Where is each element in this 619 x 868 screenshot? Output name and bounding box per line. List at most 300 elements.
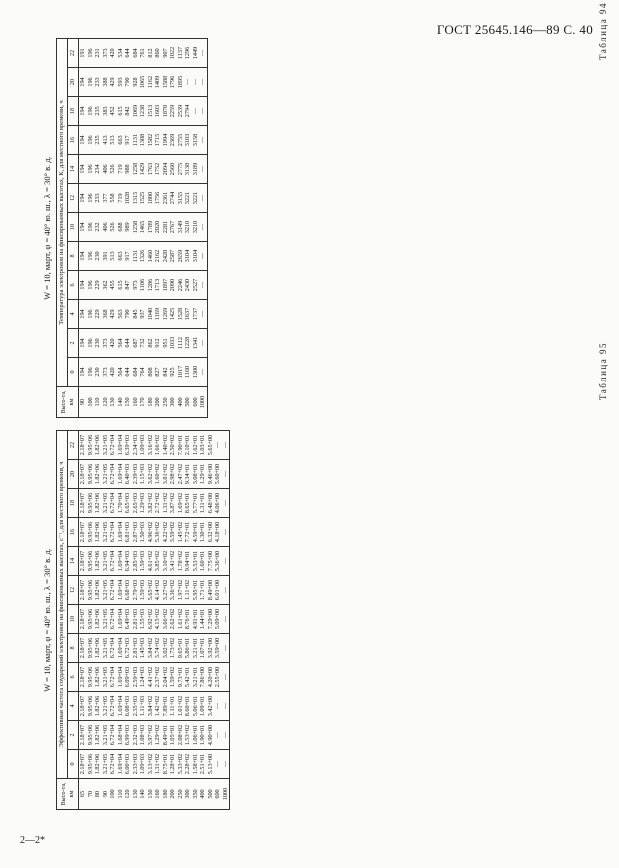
table95-cell: 1.07+01 [199, 637, 206, 659]
table95-cell: 2.18+07 [79, 695, 86, 717]
table95-cell: 9.95+06 [86, 637, 94, 659]
table95-height-value: 250 [176, 789, 184, 799]
table94-cell: 1752 [154, 162, 161, 176]
table95-cell: 1.11+03 [139, 695, 146, 717]
table95-cell: — [221, 760, 229, 768]
table95-cell: 3.21+05 [101, 666, 109, 688]
table94-cell: 1465 [139, 220, 146, 234]
table94-cell: 194 [79, 251, 86, 261]
table95-cell: 1.69+04 [116, 666, 124, 688]
table95-cell: 2.18+07 [79, 753, 86, 775]
table95-cell: 1.24+03 [139, 666, 146, 688]
table95-cell: 1.45+03 [139, 637, 146, 659]
table95-height-value: 180 [161, 789, 169, 799]
table95-cell: 5.42+01 [184, 666, 191, 688]
table95-height-value: 160 [154, 789, 161, 799]
table94-cell: 827 [154, 367, 161, 377]
table95-cell: 2.62+02 [169, 608, 176, 630]
table94-cell: 912 [154, 338, 161, 348]
table95-cell: 3.97+02 [146, 724, 154, 746]
table94-height-value: 170 [139, 397, 146, 407]
table95-value-column [79, 721, 230, 750]
table95-cell: 1.68+04 [116, 724, 124, 746]
table95-cell: 6.72+04 [109, 637, 116, 659]
table94-cell: 761 [139, 48, 146, 58]
table94-cell: 373 [101, 338, 109, 348]
table94-cell: — [199, 252, 206, 260]
table95-cell: 2.18+07 [79, 666, 86, 688]
table95-cell: 5.36+02 [154, 521, 161, 543]
table94-cell: 1269 [161, 307, 169, 321]
table94-height-value: 150 [124, 397, 131, 407]
table95-cell: 1.15+03 [139, 463, 146, 485]
table95-cell: 2.08+02 [176, 724, 184, 746]
table94-cell: 406 [101, 164, 109, 174]
table94-value-column [79, 126, 208, 155]
table95-cell: — [221, 470, 229, 478]
table94-value-column [79, 329, 208, 358]
table94-cell: 925 [169, 367, 176, 377]
table95-cell: 1.82+06 [94, 550, 101, 572]
table95-cell: 1.66+02 [154, 434, 161, 456]
table94-cell: 526 [109, 164, 116, 174]
table95-heights-column [79, 779, 230, 810]
table94-cell: 233 [94, 77, 101, 87]
table94-cell: 2361 [161, 191, 169, 205]
table94-cell: 383 [101, 106, 109, 116]
table94-cell: — [199, 368, 206, 376]
table94-cell: 564 [116, 338, 124, 348]
table94-cell: 563 [116, 309, 124, 319]
table95-cell: 2.10+01 [184, 434, 191, 456]
table95-cell: 1.09+03 [139, 434, 146, 456]
table94-cell: 362 [101, 280, 109, 290]
table94-cell: 526 [109, 222, 116, 232]
table94-hour-header: 8 [68, 242, 79, 271]
table95-cell: 1.69+02 [176, 492, 184, 514]
table94-cell: 2659 [176, 249, 184, 263]
table95-height-value: 150 [146, 789, 154, 799]
table94-cell: 196 [86, 280, 94, 290]
table95-cell: 6.00+03 [124, 753, 131, 775]
table95-cell: 4.18+00 [214, 521, 221, 543]
table95-cell: 6.72+04 [109, 521, 116, 543]
table94-cell: 233 [94, 193, 101, 203]
table-95-subheader: Эффективная частота соударений электронов на фиксированных высотах, с⁻¹, для местного времени, ч [57, 431, 68, 779]
table95-cell: 1.11+02 [184, 579, 191, 601]
table94-cell: 388 [101, 77, 109, 87]
table94-cell: 719 [116, 193, 124, 203]
table95-cell: 2.72+02 [154, 492, 161, 514]
table95-cell: 2.55+00 [214, 666, 221, 688]
table94-cell: 429 [109, 77, 116, 87]
table94-hour-header: 22 [68, 39, 79, 68]
table95-cell: 2.37+02 [154, 666, 161, 688]
table94-cell: 1409 [154, 75, 161, 89]
table94-cell: 808 [146, 367, 154, 377]
table94-cell: 3221 [191, 191, 199, 205]
table95-hour-header: 22 [68, 431, 79, 460]
table94-cell: 907 [161, 48, 169, 58]
table94-cell: 1228 [184, 336, 191, 350]
table95-value-column [79, 750, 230, 779]
table94-cell: 194 [79, 309, 86, 319]
table94-hour-header: 10 [68, 213, 79, 242]
table95-cell: 6.68+03 [124, 579, 131, 601]
table94-cell: 1033 [169, 336, 176, 350]
table95-cell: 1.29+03 [139, 492, 146, 514]
table94-cell: 1449 [191, 46, 199, 60]
table95-cell: — [214, 760, 221, 768]
table94-cell: 3103 [184, 133, 191, 147]
table95-cell: 6.72+03 [124, 637, 131, 659]
table95-cell: 7.86+00 [199, 666, 206, 688]
table94-cell: 847 [124, 280, 131, 290]
table95-cell: 5.53+01 [191, 550, 199, 572]
table95-cell: 5.95+01 [191, 579, 199, 601]
table95-height-value: 600 [214, 789, 221, 799]
table95-cell: 1.09+03 [139, 753, 146, 775]
table94-height-value: 500 [184, 397, 191, 407]
table95-cell: 8.49+00 [206, 579, 214, 601]
table94-cell: 1017 [176, 365, 184, 379]
table95-cell: 1.69+04 [116, 463, 124, 485]
table94-cell: 2420 [161, 249, 169, 263]
table95-height-value: 500 [206, 789, 214, 799]
table95-cell: 6.94+03 [124, 550, 131, 572]
table94-cell: 1028 [124, 191, 131, 205]
table95-cell: 3.85+02 [154, 550, 161, 572]
table95-cell: 1.82+06 [94, 463, 101, 485]
table94-cell: 688 [116, 222, 124, 232]
table95-cell: 5.13+00 [206, 753, 214, 775]
table95-cell: 2.18+07 [79, 492, 86, 514]
table94-cell: 1897 [161, 278, 169, 292]
table94-cell: 194 [79, 222, 86, 232]
table95-cell: 3.84+02 [146, 637, 154, 659]
table94-cell: 3210 [184, 220, 191, 234]
table95-cell: 2.18+07 [79, 608, 86, 630]
table95-hour-header: 4 [68, 692, 79, 721]
table95-cell: 5.33+02 [176, 753, 184, 775]
table95-value-column [79, 576, 230, 605]
table95-cell: 7.89+01 [161, 695, 169, 717]
table94-cell: 235 [94, 106, 101, 116]
table-94-body-row [79, 39, 208, 418]
table94-cell: 2527 [191, 278, 199, 292]
table95-cell: 6.72+04 [109, 579, 116, 601]
table94-cell: 1315 [131, 191, 139, 205]
table94-cell: 1756 [154, 191, 161, 205]
table94-cell: 234 [94, 164, 101, 174]
table95-cell: — [221, 528, 229, 536]
table95-cell: 9.95+06 [86, 492, 94, 514]
table94-cell: — [199, 310, 206, 318]
table95-cell: 9.65+01 [176, 637, 184, 659]
table94-cell: 684 [131, 48, 139, 58]
table95-cell: 6.49+03 [124, 608, 131, 630]
table95-cell: 5.77+01 [191, 492, 199, 514]
table95-cell: 3.21+01 [191, 666, 199, 688]
table94-cell: — [199, 49, 206, 57]
table94-value-column [79, 39, 208, 68]
table94-cell: 1308 [139, 133, 146, 147]
table95-value-column [79, 663, 230, 692]
table95-cell: 1.55+03 [139, 608, 146, 630]
table94-cell: 1258 [131, 220, 139, 234]
table94-value-column [79, 300, 208, 329]
table95-cell: 9.95+06 [86, 695, 94, 717]
table95-cell: 2.04+02 [161, 666, 169, 688]
table94-cell: 2369 [169, 133, 176, 147]
table95-hour-header: 12 [68, 576, 79, 605]
table95-cell: 8.60+01 [184, 695, 191, 717]
table95-cell: 6.72+04 [109, 666, 116, 688]
table94-cell: 951 [161, 338, 169, 348]
table95-cell: 1.59+03 [139, 579, 146, 601]
table-94-hours-row [68, 39, 79, 418]
table95-cell: — [221, 586, 229, 594]
table94-cell: 1637 [184, 307, 191, 321]
table-95-caption: Таблица 95 [598, 342, 608, 400]
table95-cell: 1.53+02 [184, 724, 191, 746]
table94-cell: 373 [101, 367, 109, 377]
table94-cell: — [199, 194, 206, 202]
table94-cell: 1429 [139, 162, 146, 176]
table94-cell: 413 [101, 135, 109, 145]
table95-cell: — [214, 702, 221, 710]
table94-cell: 196 [86, 135, 94, 145]
table94-value-column [79, 68, 208, 97]
table95-cell: 9.95+06 [86, 434, 94, 456]
table95-cell: 8.76+01 [184, 608, 191, 630]
table94-cell: 194 [79, 367, 86, 377]
table95-cell: 9.34+01 [184, 463, 191, 485]
table94-cell: 196 [86, 106, 94, 116]
table95-cell: — [221, 557, 229, 565]
table94-cell: 1713 [154, 278, 161, 292]
table94-cell: 420 [109, 338, 116, 348]
table94-cell: 2539 [176, 104, 184, 118]
table95-cell: 1.78+02 [176, 550, 184, 572]
table94-cell: 230 [94, 251, 101, 261]
table95-cell: 3.21+01 [191, 637, 199, 659]
table95-height-value: 100 [109, 789, 116, 799]
table94-cell: 368 [101, 309, 109, 319]
table95-height-value: 110 [116, 789, 124, 799]
table95-cell: 7.90+01 [176, 434, 184, 456]
table94-value-column [79, 242, 208, 271]
table94-cell: — [199, 223, 206, 231]
table94-cell: 1131 [131, 249, 139, 263]
table94-cell: 2755 [176, 133, 184, 147]
table94-cell: 232 [94, 222, 101, 232]
table94-cell: 644 [124, 48, 131, 58]
table95-cell: 3.21+05 [101, 492, 109, 514]
table95-cell: 6.08+03 [124, 695, 131, 717]
table95-cell: 2.81+03 [131, 637, 139, 659]
table94-cell: 373 [101, 48, 109, 58]
table94-cell: 3149 [176, 220, 184, 234]
table94-height-value: 120 [101, 397, 109, 407]
table95-cell: 3.21+05 [101, 579, 109, 601]
table95-cell: 9.94+01 [184, 550, 191, 572]
table95-cell: 1.42+02 [154, 695, 161, 717]
table95-cell: 1.69+04 [116, 695, 124, 717]
table-95-title: W = 10, март, φ = 40° ю. ш., λ = 30° в. д. [42, 548, 52, 692]
table95-hour-header: 10 [68, 605, 79, 634]
table95-height-value: 300 [184, 789, 191, 799]
table95-cell: 5.36+00 [214, 550, 221, 572]
table95-cell: 9.95+06 [86, 579, 94, 601]
table95-cell: 2.18+07 [79, 463, 86, 485]
table95-cell: 1.70+04 [116, 492, 124, 514]
table95-cell: 6.72+04 [109, 434, 116, 456]
table94-height-value: 100 [86, 397, 94, 407]
table95-cell: 6.72+04 [109, 463, 116, 485]
table94-cell: 2794 [184, 104, 191, 118]
table94-cell: 564 [116, 367, 124, 377]
table95-cell: 5.86+01 [184, 637, 191, 659]
table94-cell: — [199, 107, 206, 115]
table94-cell: 3104 [191, 249, 199, 263]
table95-cell: 3.21+05 [101, 434, 109, 456]
table95-cell: 1.06+01 [191, 724, 199, 746]
table94-cell: 3104 [184, 249, 191, 263]
table94-cell: 229 [94, 309, 101, 319]
table95-cell: 1.69+04 [116, 550, 124, 572]
table94-cell: 988 [124, 164, 131, 174]
table94-cell: — [199, 78, 206, 86]
table94-cell: 1588 [161, 75, 169, 89]
table95-cell: 3.21+05 [101, 637, 109, 659]
table94-height-value: 130 [109, 397, 116, 407]
table94-cell: 593 [116, 77, 124, 87]
table95-cell: 3.36+02 [169, 579, 176, 601]
table-94-block [42, 38, 208, 418]
table94-hour-header: 16 [68, 126, 79, 155]
table94-cell: 1300 [191, 365, 199, 379]
table95-cell: 6.81+03 [124, 521, 131, 543]
table95-cell: 1.82+06 [94, 434, 101, 456]
table95-cell: 3.59+00 [214, 637, 221, 659]
table95-cell: 1.82+06 [94, 724, 101, 746]
table94-cell: 684 [131, 367, 139, 377]
table94-cell: 1796 [169, 75, 176, 89]
table94-cell: — [199, 165, 206, 173]
table95-cell: 1.28+01 [169, 753, 176, 775]
table95-hour-header: 8 [68, 634, 79, 663]
table95-cell: 3.08+01 [191, 463, 199, 485]
table95-cell: 1.58+01 [191, 753, 199, 775]
table94-cell: 194 [79, 106, 86, 116]
table94-cell: 191 [79, 48, 86, 58]
table94-cell: 194 [79, 280, 86, 290]
table95-cell: — [221, 615, 229, 623]
table95-cell: 4.96+02 [146, 521, 154, 543]
table94-hour-header: 2 [68, 329, 79, 358]
table95-cell: 3.59+02 [169, 521, 176, 543]
table95-cell: 4.61+02 [146, 550, 154, 572]
table95-cell: 1.40+02 [161, 434, 169, 456]
table94-cell: 196 [86, 309, 94, 319]
table95-height-value: 1000 [221, 787, 229, 801]
table95-value-column [79, 547, 230, 576]
table95-cell: 3.21+05 [101, 608, 109, 630]
table94-cell: 928 [131, 77, 139, 87]
table95-cell: 1.08+03 [139, 724, 146, 746]
table94-cell: 452 [109, 106, 116, 116]
table95-cell: 3.21+05 [101, 463, 109, 485]
table95-height-value: 90 [101, 790, 109, 798]
table95-hour-header: 14 [68, 547, 79, 576]
table95-cell: 1.31+02 [154, 753, 161, 775]
table95-cell: 6.72+04 [109, 724, 116, 746]
table94-cell: 1513 [146, 104, 154, 118]
table94-cell: 973 [131, 280, 139, 290]
table95-cell: 6.72+04 [109, 753, 116, 775]
table94-cell: 862 [146, 338, 154, 348]
table94-cell: 860 [154, 48, 161, 58]
table95-cell: 1.31+01 [199, 492, 206, 514]
table94-cell: 2767 [169, 220, 176, 234]
table95-cell: 2.33+03 [131, 753, 139, 775]
table94-height-value: 160 [131, 397, 139, 407]
table94-cell: 196 [86, 164, 94, 174]
table95-cell: 6.92+02 [146, 608, 154, 630]
table95-cell: 2.50+02 [169, 434, 176, 456]
table94-cell: 2281 [161, 220, 169, 234]
table95-cell: 2.39+03 [131, 463, 139, 485]
table94-cell: 644 [124, 367, 131, 377]
table-94-subheader: Температура электронов на фиксированных высотах, К, для местного времени, ч [57, 39, 68, 387]
table95-cell: 1.31+02 [161, 492, 169, 514]
table95-cell: 9.95+06 [86, 666, 94, 688]
table95-hour-header: 20 [68, 460, 79, 489]
table95-cell: 1.82+06 [94, 637, 101, 659]
table95-cell: 1.60+02 [154, 463, 161, 485]
table95-cell: 7.75+00 [206, 550, 214, 572]
table95-cell: 1.69+04 [116, 434, 124, 456]
table95-cell: 2.18+07 [79, 521, 86, 543]
table94-cell: 1169 [154, 307, 161, 321]
table95-cell: 8.65+01 [184, 492, 191, 514]
table95-cell: 6.72+04 [109, 695, 116, 717]
table-94 [56, 38, 208, 418]
table95-cell: 3.13+02 [146, 753, 154, 775]
page-number: 2—2* [20, 835, 45, 846]
table94-cell: 1131 [131, 133, 139, 147]
table95-hour-header: 0 [68, 750, 79, 779]
table94-cell: 2587 [169, 249, 176, 263]
table95-height-value: 65 [79, 790, 86, 798]
table95-height-value: 200 [169, 789, 176, 799]
table94-cell: 558 [109, 193, 116, 203]
table95-height-value: 120 [124, 789, 131, 799]
table94-height-value: 180 [146, 397, 154, 407]
table95-cell: 1.45+02 [176, 521, 184, 543]
table94-height-value: 140 [116, 397, 124, 407]
table95-cell: 2.79+03 [131, 579, 139, 601]
table95-cell: 2.81+03 [131, 608, 139, 630]
table94-cell: 513 [109, 135, 116, 145]
table94-cell: 1994 [161, 133, 169, 147]
table94-cell: 3210 [191, 220, 199, 234]
table95-cell: 9.73+01 [176, 666, 184, 688]
table94-value-column [79, 358, 208, 387]
table94-cell: 2775 [176, 162, 184, 176]
table94-cell: — [199, 339, 206, 347]
